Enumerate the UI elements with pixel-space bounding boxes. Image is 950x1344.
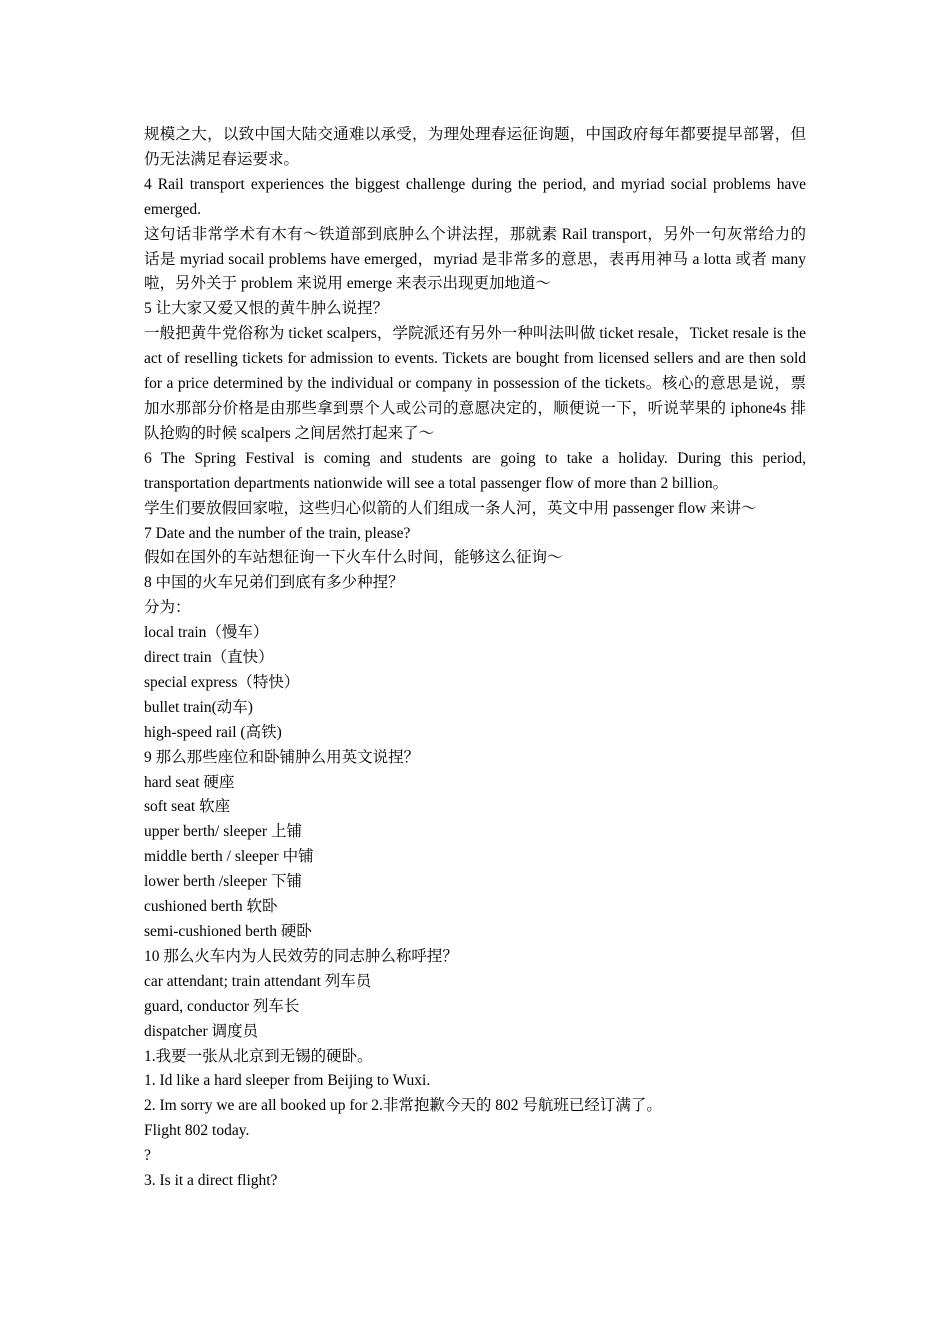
list-intro: 分为： [144, 599, 191, 617]
document-page [144, 123, 806, 1194]
list-item: lower berth /sleeper 下铺 [144, 873, 302, 891]
paragraph-10-heading: 10 那么火车内为人民效劳的同志肿么称呼捏？ [144, 947, 458, 965]
list-item: hard seat 硬座 [144, 773, 235, 791]
phrase-line: 3. Is it a direct flight? [144, 1172, 278, 1190]
paragraph-6-spring-festival: 6 The Spring Festival is coming and students are going to take a holiday. During this period, transportation departments nationwide will see a total passenger flow of more than 2 billion。 [144, 449, 806, 492]
list-item: dispatcher 调度员 [144, 1022, 259, 1040]
paragraph-ticket-scalpers: 一般把黄牛党俗称为 ticket scalpers，学院派还有另外一种叫法叫做 ticket resale，Ticket resale is the act of reselling tickets for admission to events. Tickets are bought from licensed sellers and are then sold for a price determined by the individual or company in possession of the tickets。核心的意思是说，票加水那部分价格是由那些拿到票个人或公司的意愿决定的，顺便说一下，听说苹果的 iphone4s 排队抢购的时候 scalpers 之间居然打起来了～ [144, 325, 806, 442]
paragraph-5-heading: 5 让大家又爱又恨的黄牛肿么说捏？ [144, 300, 389, 318]
paragraph-7-note: 假如在国外的车站想征询一下火车什么时间，能够这么征询～ [144, 549, 563, 567]
list-item: middle berth / sleeper 中铺 [144, 848, 314, 866]
list-item: cushioned berth 软卧 [144, 898, 278, 916]
list-item: high-speed rail (高铁) [144, 723, 282, 741]
list-item: soft seat 软座 [144, 798, 231, 816]
phrase-line: 2. Im sorry we are all booked up for 2.非常抱歉今天的 802 号航班已经订满了。 [144, 1097, 662, 1115]
list-item: car attendant; train attendant 列车员 [144, 972, 372, 990]
list-item: direct train（直快） [144, 649, 274, 667]
paragraph-spring-rush-intro: 规模之大，以致中国大陆交通难以承受，为理处理春运征询题，中国政府每年都要提早部署，但仍无法满足春运要求。 [144, 126, 806, 168]
phrase-line: Flight 802 today. [144, 1122, 250, 1140]
paragraph-passenger-flow-note: 学生们要放假回家啦，这些归心似箭的人们组成一条人河，英文中用 passenger flow 来讲～ [144, 499, 757, 517]
phrase-line: 1.我要一张从北京到无锡的硬卧。 [144, 1047, 373, 1065]
list-item: local train（慢车） [144, 624, 269, 642]
phrase-line: ? [144, 1147, 151, 1165]
paragraph-rail-transport-note: 这句话非常学术有木有～铁道部到底肿么个讲法捏，那就素 Rail transport，另外一句灰常给力的话是 myriad socail problems have emerged，myriad 是非常多的意思，表再用神马 a lotta 或者 many 啦，另外关于 problem 来说用 emerge 来表示出现更加地道～ [144, 225, 806, 293]
paragraph-7-date: 7 Date and the number of the train, please? [144, 524, 411, 542]
list-item: bullet train(动车) [144, 698, 253, 716]
list-item: special express（特快） [144, 673, 300, 691]
list-item: semi-cushioned berth 硬卧 [144, 923, 312, 940]
list-item: upper berth/ sleeper 上铺 [144, 823, 302, 841]
paragraph-8-heading: 8 中国的火车兄弟们到底有多少种捏？ [144, 574, 404, 592]
phrase-line: 1. Id like a hard sleeper from Beijing to Wuxi. [144, 1072, 431, 1090]
paragraph-4-rail-transport: 4 Rail transport experiences the biggest challenge during the period, and myriad social problems have emerged. [144, 175, 806, 218]
paragraph-9-heading: 9 那么那些座位和卧铺肿么用英文说捏？ [144, 748, 420, 766]
list-item: guard, conductor 列车长 [144, 997, 300, 1015]
